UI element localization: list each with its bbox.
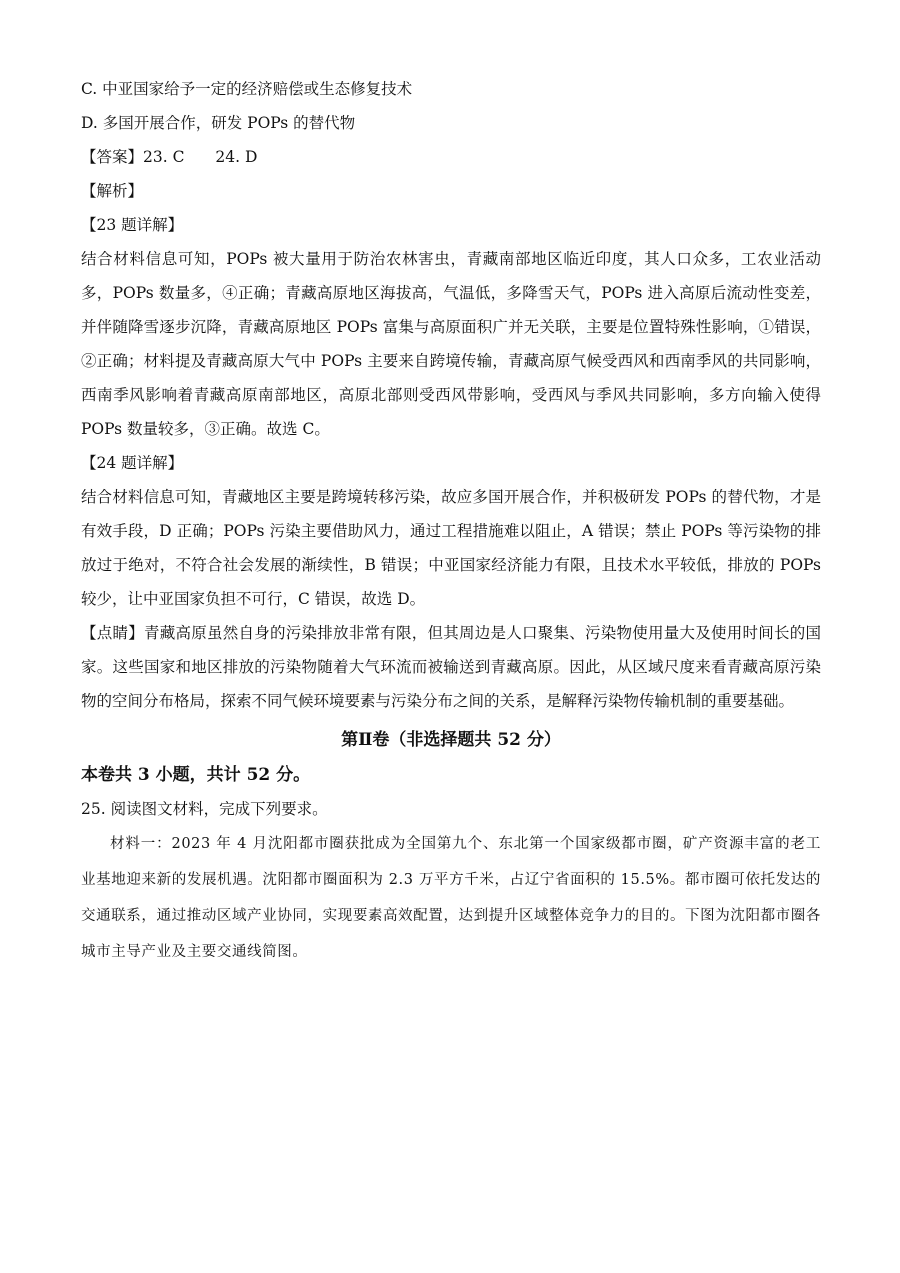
q23-heading: 【23 题详解】 <box>81 216 184 234</box>
option-c: C. 中亚国家给予一定的经济赔偿或生态修复技术 <box>81 80 413 98</box>
q25-material-1: 材料一：2023 年 4 月沈阳都市圈获批成为全国第九个、东北第一个国家级都市圈，矿产资源丰富的老工业基地迎来新的发展机遇。沈阳都市圈面积为 2.3 万平方千米，占辽宁省面积的 15.5%。都市圈可依托发达的交通联系，通过推动区域产业协同，实现要素高效配置，达到提升区域整体竞争力的目的。下图为沈阳都市圈各城市主导产业及主要交通线简图。 <box>81 836 821 960</box>
answer-line: 【答案】23. C 24. D <box>81 148 258 166</box>
q23-explanation: 结合材料信息可知，POPs 被大量用于防治农林害虫，青藏南部地区临近印度，其人口众多，工农业活动多，POPs 数量多，④正确；青藏高原地区海拔高，气温低，多降雪天气，POPs 进入高原后流动性变差，并伴随降雪逐步沉降，青藏高原地区 POPs 富集与高原面积广并无关联，主要是位置特殊性影响，①错误，②正确；材料提及青藏高原大气中 POPs 主要来自跨境传输，青藏高原气候受西风和西南季风的共同影响，西南季风影响着青藏高原南部地区，高原北部则受西风带影响，受西风与季风共同影响，多方向输入使得 POPs 数量较多，③正确。故选 C。 <box>81 250 821 438</box>
analysis-label: 【解析】 <box>81 182 144 200</box>
option-d: D. 多国开展合作，研发 POPs 的替代物 <box>81 114 356 132</box>
comment-paragraph: 【点睛】青藏高原虽然自身的污染排放非常有限，但其周边是人口聚集、污染物使用量大及使用时间长的国家。这些国家和地区排放的污染物随着大气环流而被输送到青藏高原。因此，从区域尺度来看青藏高原污染物的空间分布格局，探索不同气候环境要素与污染分布之间的关系，是解释污染物传输机制的重要基础。 <box>81 624 821 710</box>
q24-explanation: 结合材料信息可知，青藏地区主要是跨境转移污染，故应多国开展合作，并积极研发 POPs 的替代物，才是有效手段，D 正确；POPs 污染主要借助风力，通过工程措施难以阻止，A 错误；禁止 POPs 等污染物的排放过于绝对，不符合社会发展的渐续性，B 错误；中亚国家经济能力有限，且技术水平较低，排放的 POPs 较少，让中亚国家负担不可行，C 错误，故选 D。 <box>81 488 821 608</box>
q24-heading: 【24 题详解】 <box>81 454 184 472</box>
section-2-title: 第Ⅱ卷（非选择题共 52 分） <box>341 730 561 750</box>
document-page <box>81 72 821 970</box>
q25-prompt: 25. 阅读图文材料，完成下列要求。 <box>81 800 328 818</box>
section-2-note: 本卷共 3 小题，共计 52 分。 <box>81 765 311 785</box>
